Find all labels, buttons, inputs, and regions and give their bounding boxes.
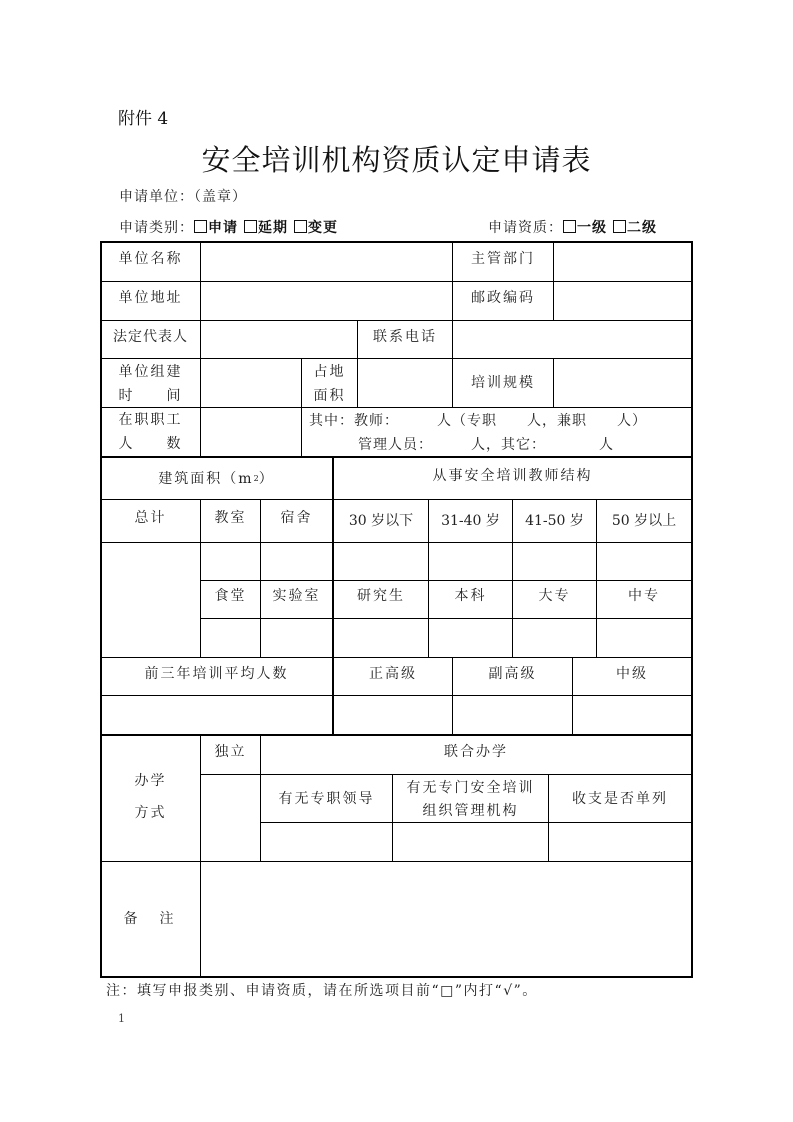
checkbox-level-2[interactable] bbox=[613, 220, 626, 233]
field-founded[interactable] bbox=[201, 359, 301, 407]
field-secondary[interactable] bbox=[597, 619, 691, 657]
field-bachelor[interactable] bbox=[429, 619, 512, 657]
field-associate-senior-title[interactable] bbox=[453, 696, 572, 734]
field-unit-address[interactable] bbox=[201, 282, 452, 320]
label-staff-line2: 人 数 bbox=[118, 436, 183, 452]
label-dormitory: 宿舍 bbox=[280, 510, 313, 526]
label-postcode: 邮政编码 bbox=[471, 290, 535, 306]
checkbox-level-1[interactable] bbox=[563, 220, 576, 233]
checkbox-extend[interactable] bbox=[244, 220, 257, 233]
category-label: 申请类别： bbox=[119, 220, 194, 236]
page-number: 1 bbox=[118, 1012, 125, 1025]
label-training-scale: 培训规模 bbox=[471, 375, 535, 391]
label-age-under-30: 30 岁以下 bbox=[348, 513, 414, 529]
qualification-label: 申请资质： bbox=[488, 220, 563, 236]
label-bachelor: 本科 bbox=[454, 588, 487, 604]
field-age-under-30[interactable] bbox=[334, 543, 428, 580]
label-age-41-50: 41-50 岁 bbox=[525, 513, 584, 529]
field-separate-accounts[interactable] bbox=[549, 823, 691, 861]
field-dedicated-leader[interactable] bbox=[261, 823, 392, 861]
field-intermediate-title[interactable] bbox=[573, 696, 691, 734]
label-teacher-structure: 从事安全培训教师结构 bbox=[432, 468, 593, 484]
field-legal-rep[interactable] bbox=[201, 321, 357, 358]
label-staff-line1: 在职职工 bbox=[118, 412, 183, 428]
field-classroom[interactable] bbox=[201, 543, 260, 580]
field-safety-org[interactable] bbox=[393, 823, 548, 861]
label-land-line2: 面积 bbox=[313, 388, 346, 404]
label-classroom: 教室 bbox=[214, 510, 247, 526]
field-dormitory[interactable] bbox=[261, 543, 332, 580]
label-intermediate-title: 中级 bbox=[616, 665, 648, 682]
field-phone[interactable] bbox=[453, 321, 691, 358]
label-land-line1: 占地 bbox=[313, 364, 346, 380]
option-level-2: 二级 bbox=[627, 220, 657, 236]
field-total-area[interactable] bbox=[101, 543, 200, 657]
applicant-unit-label: 申请单位：（盖章） bbox=[119, 189, 247, 205]
label-college: 大专 bbox=[538, 588, 571, 604]
field-college[interactable] bbox=[513, 619, 596, 657]
label-age-31-40: 31-40 岁 bbox=[441, 513, 500, 529]
field-postgraduate[interactable] bbox=[334, 619, 428, 657]
label-unit-address: 单位地址 bbox=[118, 290, 183, 306]
label-senior-title: 正高级 bbox=[369, 665, 417, 682]
label-joint: 联合办学 bbox=[444, 744, 508, 760]
label-supervisor: 主管部门 bbox=[471, 251, 535, 267]
label-mode-line2: 方式 bbox=[134, 805, 167, 821]
label-lab: 实验室 bbox=[272, 588, 321, 604]
label-postgraduate: 研究生 bbox=[357, 588, 405, 604]
field-supervisor[interactable] bbox=[554, 242, 691, 281]
field-training-scale[interactable] bbox=[554, 359, 691, 407]
label-founded-line1: 单位组建 bbox=[118, 364, 183, 380]
field-age-over-50[interactable] bbox=[597, 543, 691, 580]
label-independent: 独立 bbox=[214, 744, 247, 760]
option-level-1: 一级 bbox=[577, 220, 607, 236]
checkbox-change[interactable] bbox=[294, 220, 307, 233]
option-apply: 申请 bbox=[208, 220, 238, 236]
label-avg-trainees: 前三年培训平均人数 bbox=[144, 665, 289, 682]
field-remarks[interactable] bbox=[201, 862, 691, 976]
field-avg-trainees[interactable] bbox=[101, 696, 332, 734]
label-founded-line2: 时 间 bbox=[118, 388, 183, 404]
staff-breakdown-line2: 管理人员： 人，其它： 人 bbox=[358, 437, 614, 453]
checkbox-apply[interactable] bbox=[194, 220, 207, 233]
field-postcode[interactable] bbox=[554, 282, 691, 320]
field-land-area[interactable] bbox=[358, 359, 452, 407]
label-separate-accounts: 收支是否单列 bbox=[572, 790, 668, 807]
field-lab[interactable] bbox=[261, 619, 332, 657]
label-remarks: 备 注 bbox=[123, 911, 178, 927]
label-unit-name: 单位名称 bbox=[118, 251, 183, 267]
label-phone: 联系电话 bbox=[373, 329, 437, 345]
label-associate-senior-title: 副高级 bbox=[488, 665, 537, 682]
label-total: 总计 bbox=[134, 510, 167, 526]
label-legal-rep: 法定代表人 bbox=[113, 329, 188, 345]
field-unit-name[interactable] bbox=[201, 242, 452, 281]
label-canteen: 食堂 bbox=[214, 588, 247, 604]
field-independent[interactable] bbox=[201, 775, 260, 861]
footnote: 注：填写申报类别、申请资质，请在所选项目前“□”内打“√”。 bbox=[106, 983, 538, 999]
field-age-41-50[interactable] bbox=[513, 543, 596, 580]
option-change: 变更 bbox=[308, 220, 338, 236]
label-safety-org-line1: 有无专门安全培训 bbox=[406, 779, 535, 796]
label-age-over-50: 50 岁以上 bbox=[611, 513, 677, 529]
page-title: 安全培训机构资质认定申请表 bbox=[201, 143, 592, 177]
label-mode-line1: 办学 bbox=[134, 773, 167, 789]
field-senior-title[interactable] bbox=[334, 696, 452, 734]
option-extend: 延期 bbox=[258, 220, 288, 236]
staff-breakdown-line1: 其中：教师： 人（专职 人，兼职 人） bbox=[309, 413, 647, 429]
label-safety-org-line2: 组织管理机构 bbox=[422, 802, 519, 819]
field-canteen[interactable] bbox=[201, 619, 260, 657]
attachment-label: 附件 4 bbox=[118, 109, 169, 129]
qualification-level bbox=[488, 217, 657, 237]
label-building-area: 建筑面积（m 2 ） bbox=[158, 470, 275, 487]
label-dedicated-leader: 有无专职领导 bbox=[278, 790, 375, 807]
field-staff-count[interactable] bbox=[201, 408, 301, 456]
label-secondary: 中专 bbox=[628, 588, 660, 604]
field-age-31-40[interactable] bbox=[429, 543, 512, 580]
application-category bbox=[119, 217, 338, 237]
